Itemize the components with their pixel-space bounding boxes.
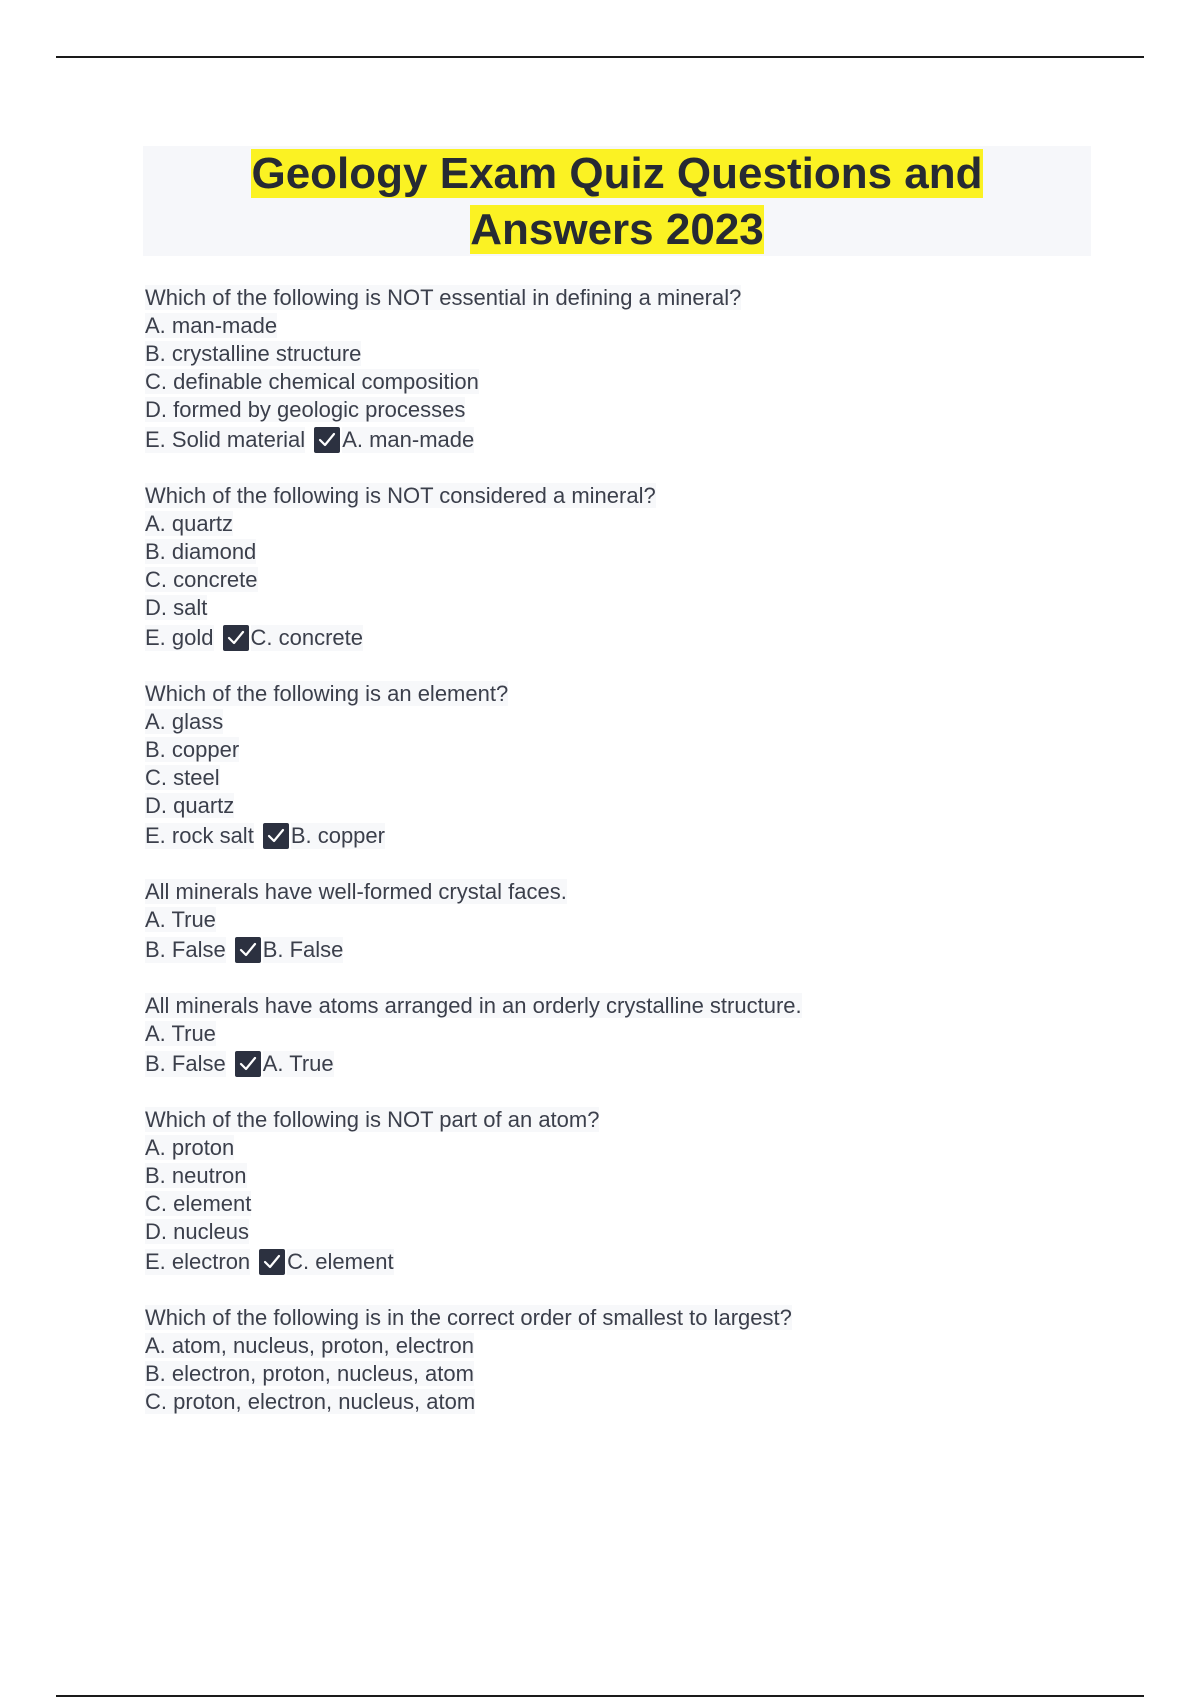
question-item — [145, 680, 1145, 852]
option: B. diamond — [145, 539, 257, 564]
question-prompt: Which of the following is NOT essential in defining a mineral? — [145, 285, 742, 310]
option: E. rock salt — [145, 823, 254, 848]
option: A. glass — [145, 709, 224, 734]
checkmark-icon — [235, 1051, 261, 1077]
option: A. atom, nucleus, proton, electron — [145, 1333, 474, 1358]
option: B. False — [145, 1051, 226, 1076]
checkmark-icon — [263, 823, 289, 849]
option: A. True — [145, 907, 216, 932]
question-item — [145, 992, 1145, 1080]
option: A. True — [145, 1021, 216, 1046]
correct-answer: C. element — [287, 1249, 394, 1274]
option: C. proton, electron, nucleus, atom — [145, 1389, 476, 1414]
page-title: Geology Exam Quiz Questions and Answers 2023 — [251, 149, 983, 254]
question-prompt: All minerals have atoms arranged in an orderly crystalline structure. — [145, 993, 802, 1018]
option: D. formed by geologic processes — [145, 397, 466, 422]
correct-answer: B. False — [262, 937, 344, 962]
question-prompt: Which of the following is NOT considered a mineral? — [145, 483, 656, 508]
option: D. quartz — [145, 793, 235, 818]
top-rule — [56, 56, 1144, 58]
option: A. man-made — [145, 313, 278, 338]
option: A. quartz — [145, 511, 234, 536]
option: D. salt — [145, 595, 208, 620]
checkmark-icon — [314, 427, 340, 453]
title-band — [143, 146, 1091, 256]
question-prompt: All minerals have well-formed crystal faces. — [145, 879, 567, 904]
option: E. electron — [145, 1249, 251, 1274]
checkmark-icon — [235, 937, 261, 963]
question-item — [145, 1304, 1145, 1416]
question-prompt: Which of the following is in the correct order of smallest to largest? — [145, 1305, 792, 1330]
option: D. nucleus — [145, 1219, 249, 1244]
question-prompt: Which of the following is an element? — [145, 681, 509, 706]
option: C. definable chemical composition — [145, 369, 479, 394]
option: B. electron, proton, nucleus, atom — [145, 1361, 474, 1386]
bottom-rule — [56, 1695, 1144, 1697]
option: B. copper — [145, 737, 240, 762]
option: E. Solid material — [145, 427, 306, 452]
correct-answer: B. copper — [290, 823, 385, 848]
correct-answer: C. concrete — [250, 625, 363, 650]
option: B. False — [145, 937, 226, 962]
question-prompt: Which of the following is NOT part of an atom? — [145, 1107, 600, 1132]
checkmark-icon — [259, 1249, 285, 1275]
question-list — [145, 284, 1145, 1442]
correct-answer: A. True — [262, 1051, 334, 1076]
question-item — [145, 1106, 1145, 1278]
question-item — [145, 482, 1145, 654]
option: A. proton — [145, 1135, 235, 1160]
checkmark-icon — [223, 625, 249, 651]
option: E. gold — [145, 625, 214, 650]
option: B. crystalline structure — [145, 341, 362, 366]
option: C. concrete — [145, 567, 258, 592]
option: B. neutron — [145, 1163, 247, 1188]
question-item — [145, 284, 1145, 456]
option: C. steel — [145, 765, 220, 790]
correct-answer: A. man-made — [342, 427, 475, 452]
option: C. element — [145, 1191, 252, 1216]
question-item — [145, 878, 1145, 966]
